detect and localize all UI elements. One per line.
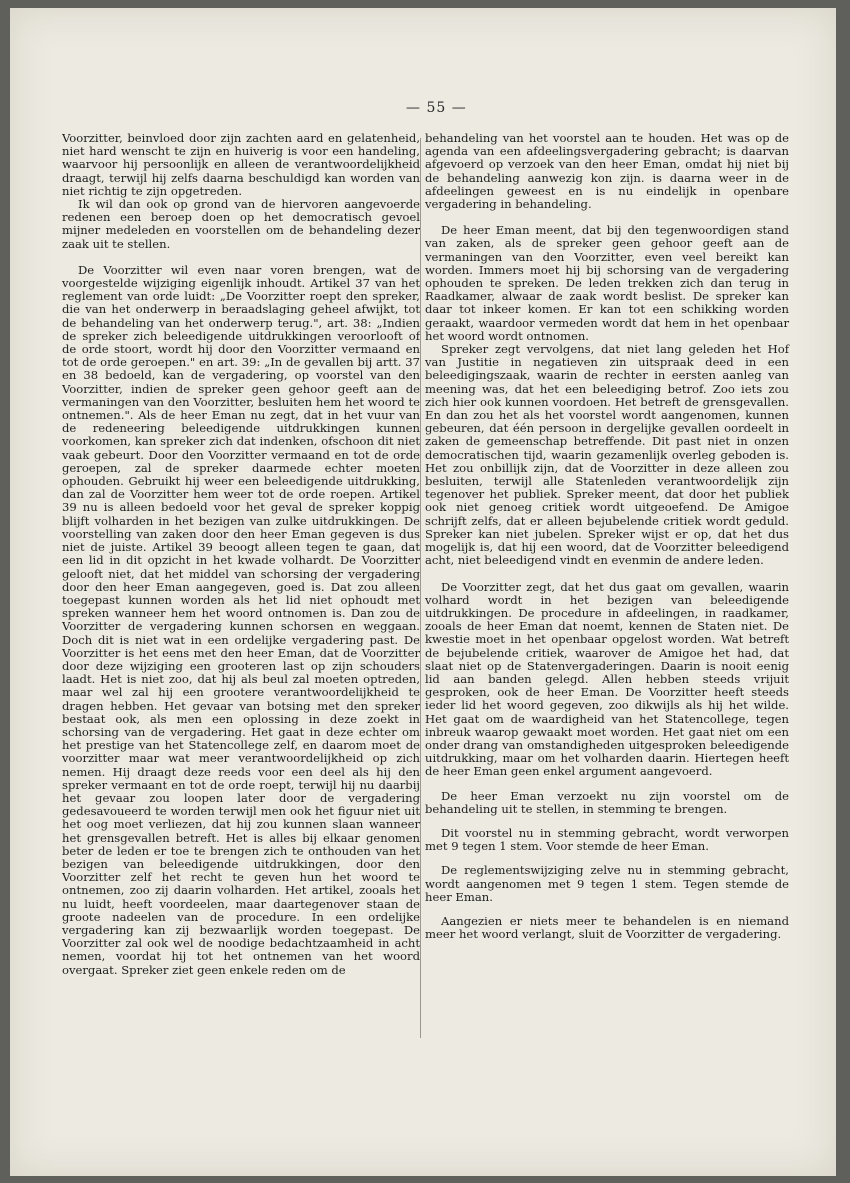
paragraph: De Voorzitter zegt, dat het dus gaat om gevallen, waarin volhard wordt in het bezigen van beleedigende uitdrukkingen. De procedure in afdeelingen, in raadkamer, zooals de heer Eman dat noemt, kennen de Staten niet. De kwestie moet in het openbaar opgelost worden. Wat betreft de bejubelende critiek, waarover de Amigoe het had, dat slaat niet op de Statenvergaderingen. Daarin is nooit eenig lid aan banden gelegd. Allen hebben steeds vrijuit gesproken, ook de heer Eman. De Voorzitter heeft steeds ieder lid het woord gegeven, zoo dikwijls als hij het wilde. Het gaat om de waardigheid van het Statencollege, tegen inbreuk waarop gewaakt moet worden. Het gaat niet om een onder drang van omstandigheden uitgesproken beleedigende uitdrukking, maar om het volharden daarin. Hiertegen heeft de heer Eman geen enkel argument aangevoerd. [425, 579, 789, 779]
paragraph: Dit voorstel nu in stemming gebracht, wordt verworpen met 9 tegen 1 stem. Voor stemde de heer Eman. [425, 825, 789, 854]
paragraph: Aangezien er niets meer te behandelen is en niemand meer het woord verlangt, sluit de Voorzitter de vergadering. [425, 913, 789, 942]
right-column [425, 132, 789, 941]
column-divider [420, 138, 421, 1038]
paragraph: behandeling van het voorstel aan te houden. Het was op de agenda van een afdeelingsvergadering gebracht; is daarvan afgevoerd op verzoek van den heer Eman, omdat hij niet bij de behandeling aanwezig kon zijn. is daarna weer in de afdeelingen geweest en is nu eindelijk in openbare vergadering in behandeling. [425, 131, 789, 212]
paragraph: De reglementswijziging zelve nu in stemming gebracht, wordt aangenomen met 9 tegen 1 stem. Tegen stemde de heer Eman. [425, 863, 789, 904]
left-column [62, 132, 420, 977]
paragraph: De Voorzitter wil even naar voren brengen, wat de voorgestelde wijziging eigenlijk inhoudt. Artikel 37 van het reglement van orde luidt: „De Voorzitter roept den spreker, die van het onderwerp in beraadslaging geheel afwijkt, tot de behandeling van het onderwerp terug.", art. 38: „Indien de spreker zich beleedigende uitdrukkingen veroorlooft of de orde stoort, wordt hij door den Voorzitter vermaand en tot de orde geroepen." en art. 39: „In de gevallen bij artt. 37 en 38 bedoeld, kan de vergadering, op voorstel van den Voorzitter, indien de spreker geen gehoor geeft aan de vermaningen van den Voorzitter, besluiten hem het woord te ontnemen.". Als de heer Eman nu zegt, dat in het vuur van de redeneering beleedigende uitdrukkingen kunnen voorkomen, kan spreker zich dat indenken, ofschoon dit niet vaak gebeurt. Door den Voorzitter vermaand en tot de orde geroepen, zal de spreker daarmede echter moeten ophouden. Gebruikt hij weer een beleedigende uitdrukking, dan zal de Voorzitter hem weer tot de orde roepen. Artikel 39 nu is alleen bedoeld voor het geval de spreker koppig blijft volharden in het bezigen van zulke uitdrukkingen. De voorstelling van zaken door den heer Eman gegeven is dus niet de juiste. Artikel 39 beoogt alleen tegen te gaan, dat een lid in dit opzicht in het kwade volhardt. De Voorzitter gelooft niet, dat het middel van schorsing der vergadering door den heer Eman aangegeven, goed is. Dat zou alleen toegepast kunnen worden als het lid niet ophoudt met spreken wanneer hem het woord ontnomen is. Dan zou de Voorzitter de vergadering kunnen schorsen en weggaan. Doch dit is niet wat in een ordelijke vergadering past. De Voorzitter is het eens met den heer Eman, dat de Voorzitter door deze wijziging een grooteren last op zijn schouders laadt. Het is niet zoo, dat hij als beul zal moeten optreden, maar wel zal hij een grootere verantwoordelijkheid te dragen hebben. Het gevaar van botsing met den spreker bestaat ook, als men een oplossing in deze zoekt in schorsing van de vergadering. Het gaat in deze echter om het prestige van het Statencollege zelf, en daarom moet de voorzitter maar wat meer verantwoordelijkheid op zich nemen. Hij draagt deze reeds voor een deel als hij den spreker vermaant en tot de orde roept, terwijl hij nu daarbij het gevaar zou loopen later door de vergadering gedesavoueerd te worden terwijl men ook het figuur niet uit het oog moet verliezen, dat hij zou kunnen slaan wanneer het grensgevallen betreft. Het is alles bij elkaar genomen beter de leden er toe te brengen zich te onthouden van het bezigen van beleedigende uitdrukkingen, door den Voorzitter zelf het recht te geven hun het woord te ontnemen, zoo zij daarin volharden. Het artikel, zooals het nu luidt, heeft voordeelen, maar daartegenover staan de groote nadeelen van de procedure. In een ordelijke vergadering kan zij bezwaarlijk worden toegepast. De Voorzitter zal ook wel de noodige bedachtzaamheid in acht nemen, voordat hij tot het ontnemen van het woord overgaat. Spreker ziet geen enkele reden om de [62, 262, 420, 977]
paragraph: Ik wil dan ook op grond van de hiervoren aangevoerde redenen een beroep doen op het democratisch gevoel mijner medeleden en voorstellen om de behandeling dezer zaak uit te stellen. [62, 197, 420, 251]
paragraph: De heer Eman verzoekt nu zijn voorstel om de behandeling uit te stellen, in stemming te brengen. [425, 788, 789, 816]
document-page [10, 8, 836, 1176]
page-number: — 55 — [406, 100, 467, 116]
paragraph: De heer Eman meent, dat bij den tegenwoordigen stand van zaken, als de spreker geen gehoor geeft aan de vermaningen van den Voorzitter, even veel bereikt kan worden. Immers moet hij bij schorsing van de vergadering ophouden te spreken. De leden trekken zich dan terug in Raadkamer, alwaar de zaak wordt beslist. De spreker kan daar tot inkeer komen. Er kan tot een schikking worden geraakt, waardoor vermeden wordt dat hem in het openbaar het woord wordt ontnomen. [425, 223, 789, 343]
paragraph: Spreker zegt vervolgens, dat niet lang geleden het Hof van Justitie in negatieven zin uitspraak deed in een beleedigingszaak, waarin de rechter in eersten aanleg van meening was, dat het een beleediging betrof. Zoo iets zou zich hier ook kunnen voordoen. Het betreft de grensgevallen. En dan zou het als het voorstel wordt aangenomen, kunnen gebeuren, dat één persoon in dergelijke gevallen oordeelt in zaken de gemeenschap betreffende. Dit past niet in onzen democratischen tijd, waarin gezamenlijk overleg geboden is. Het zou onbillijk zijn, dat de Voorzitter in deze alleen zou besluiten, terwijl alle Statenleden verantwoordelijk zijn tegenover het publiek. Spreker meent, dat door het publiek ook niet genoeg critiek wordt uitgeoefend. De Amigoe schrijft zelfs, dat er alleen bejubelende critiek wordt geduld. Spreker kan niet jubelen. Spreker wijst er op, dat het dus mogelijk is, dat hij een woord, dat de Voorzitter beleedigend acht, niet beleedigend vindt en evenmin de andere leden. [425, 342, 789, 568]
paragraph: Voorzitter, beinvloed door zijn zachten aard en gelatenheid, niet hard wenscht te zijn en huiverig is voor een handeling, waarvoor hij persoonlijk en alleen de verantwoordelijkheid draagt, terwijl hij zelfs daarna beschuldigd kan worden van niet richtig te zijn opgetreden. [62, 131, 420, 198]
